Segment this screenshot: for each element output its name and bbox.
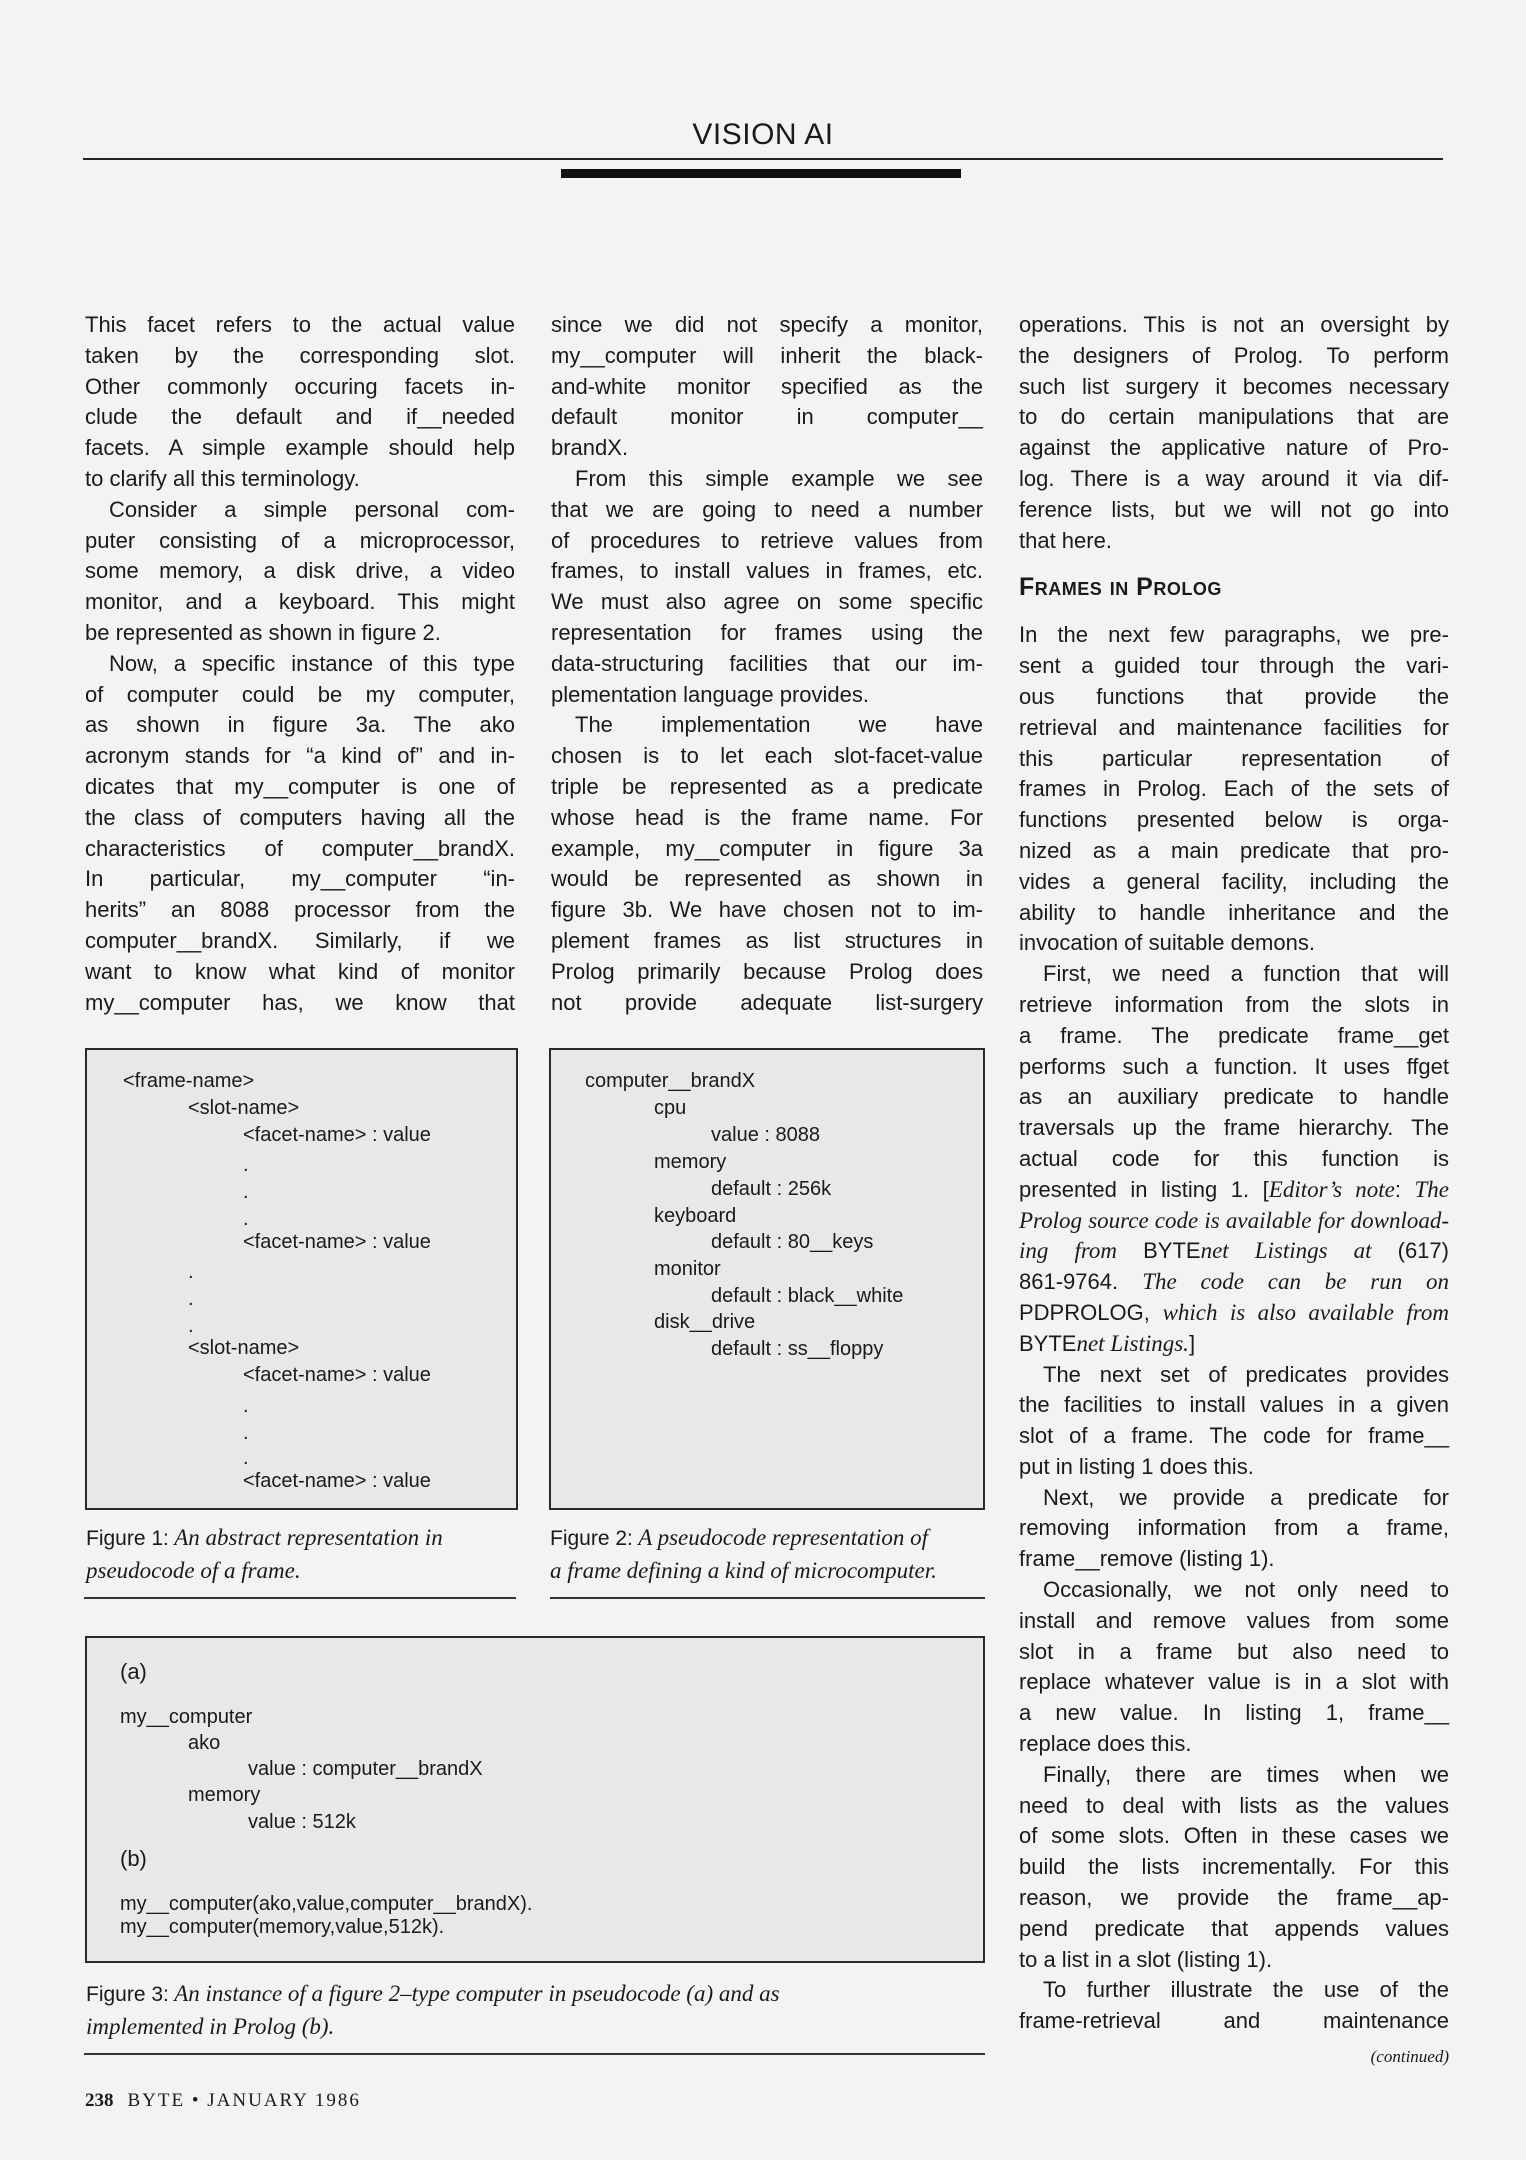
figure-line: . <box>243 1422 249 1444</box>
text-line: computer__brandX. Similarly, if we <box>85 927 515 953</box>
text-line: want to know what kind of monitor <box>85 958 515 984</box>
text-line: be represented as shown in figure 2. <box>85 619 441 645</box>
text-line: the facilities to install values in a given <box>1019 1392 1449 1418</box>
page-number: 238 <box>85 2090 114 2111</box>
text-line: as an auxiliary predicate to handle <box>1019 1084 1449 1110</box>
figure-line: default : ss__floppy <box>711 1338 884 1360</box>
paragraph <box>85 649 515 1019</box>
paragraph <box>85 495 515 649</box>
text: 861-9764. <box>1019 1269 1143 1295</box>
text-line: example, my__computer in figure 3a <box>551 835 983 861</box>
text-line: chosen is to let each slot-facet-value <box>551 743 983 769</box>
paragraph <box>1019 1483 1449 1575</box>
text-line: of procedures to retrieve values from <box>551 527 983 553</box>
paragraph <box>551 310 983 464</box>
paragraph <box>1019 1360 1449 1483</box>
text-line: such list surgery it becomes necessary <box>1019 373 1449 399</box>
paragraph <box>551 464 983 710</box>
text-line: representation for frames using the <box>551 619 983 645</box>
text-line: the designers of Prolog. To perform <box>1019 342 1449 368</box>
text-line: figure 3b. We have chosen not to im- <box>551 897 983 923</box>
figure-line: monitor <box>654 1258 721 1280</box>
text-line: frames in Prolog. Each of the sets of <box>1019 776 1449 802</box>
text-line: retrieval and maintenance facilities for <box>1019 714 1449 740</box>
figure-line: my__computer(ako,value,computer__brandX). <box>120 1893 533 1915</box>
text-line: whose head is the frame name. For <box>551 804 983 830</box>
text-line: slot of a frame. The code for frame__ <box>1019 1423 1449 1449</box>
text-line: Finally, there are times when we <box>1043 1761 1449 1787</box>
text-line: the class of computers having all the <box>85 804 515 830</box>
text-line: retrieve information from the slots in <box>1019 991 1449 1017</box>
text-line: default monitor in computer__ <box>551 404 983 430</box>
text-line: Consider a simple personal com- <box>109 496 515 522</box>
header-rule <box>83 158 1443 160</box>
text-line: not provide adequate list-surgery <box>551 989 983 1015</box>
paragraph <box>551 710 983 1018</box>
figure-line: <facet-name> : value <box>243 1231 431 1253</box>
paragraph <box>85 310 515 495</box>
text-line: a frame. The predicate frame__get <box>1019 1022 1449 1048</box>
text-line: The implementation we have <box>575 712 983 738</box>
text-line: removing information from a frame, <box>1019 1515 1449 1541</box>
figure-line: <slot-name> <box>188 1337 300 1359</box>
figure-line: <slot-name> <box>188 1097 300 1119</box>
figure-line: . <box>243 1154 249 1176</box>
figure-line: default : 256k <box>711 1178 832 1200</box>
text-line: puter consisting of a microprocessor, <box>85 527 515 553</box>
text-line: clude the default and if__needed <box>85 404 515 430</box>
figure-line: keyboard <box>654 1205 737 1227</box>
text-line: need to deal with lists as the values <box>1019 1792 1449 1818</box>
text-line: functions presented below is orga- <box>1019 807 1449 833</box>
text-line: triple be represented as a predicate <box>551 773 983 799</box>
article-column-1 <box>85 310 515 1018</box>
text: ] <box>1188 1330 1196 1356</box>
text-line <box>1019 1236 1449 1267</box>
figure-line: <facet-name> : value <box>243 1470 431 1492</box>
text-line: taken by the corresponding slot. <box>85 342 515 368</box>
caption-text: pseudocode of a frame. <box>86 1558 301 1583</box>
figure-line: my__computer <box>120 1706 253 1728</box>
figure-3-box <box>85 1636 985 1963</box>
text-line: sent a guided tour through the vari- <box>1019 653 1449 679</box>
text-line <box>1019 1206 1449 1237</box>
paragraph <box>1019 1760 1449 1976</box>
text-line: a new value. In listing 1, frame__ <box>1019 1700 1449 1726</box>
figure-line: . <box>188 1315 194 1337</box>
section-title: VISION AI <box>692 118 834 151</box>
text-line: put in listing 1 does this. <box>1019 1453 1254 1479</box>
text: BYTE <box>1019 1330 1077 1356</box>
text-line: to clarify all this terminology. <box>85 465 360 491</box>
figure-line: <facet-name> : value <box>243 1124 431 1146</box>
figure-3-caption <box>86 1978 966 2043</box>
text-line: some memory, a disk drive, a video <box>85 558 515 584</box>
text-line: this particular representation of <box>1019 745 1449 771</box>
caption-label: Figure 3: <box>86 1983 169 2006</box>
text-line: Next, we provide a predicate for <box>1043 1484 1449 1510</box>
text-line: herits” an 8088 processor from the <box>85 897 515 923</box>
text-line: against the applicative nature of Pro- <box>1019 435 1449 461</box>
text-line: ference lists, but we will not go into <box>1019 496 1449 522</box>
figure-1-caption <box>86 1522 518 1587</box>
text-line: In the next few paragraphs, we pre- <box>1019 622 1449 648</box>
text: BYTE <box>1143 1238 1201 1264</box>
text-line: replace whatever value is in a slot with <box>1019 1669 1449 1695</box>
part-a-label: (a) <box>120 1659 147 1684</box>
figure-line: default : 80__keys <box>711 1231 874 1253</box>
header-bar <box>561 169 961 178</box>
italic-text: which is also available from <box>1162 1299 1449 1325</box>
text-line: Other commonly occuring facets in- <box>85 373 515 399</box>
text-line: of some slots. Often in these cases we <box>1019 1823 1449 1849</box>
text-line: my__computer has, we know that <box>85 989 515 1015</box>
figure-2-box <box>549 1048 985 1510</box>
text-line: Now, a specific instance of this type <box>109 650 515 676</box>
figure-line: memory <box>188 1784 261 1806</box>
text-line: In particular, my__computer “in- <box>85 866 515 892</box>
article-column-3 <box>1019 310 1449 2067</box>
text-line: operations. This is not an oversight by <box>1019 312 1449 337</box>
figure-line: value : 512k <box>248 1811 356 1833</box>
caption-text: a frame defining a kind of microcomputer. <box>550 1558 937 1583</box>
figure-line: . <box>188 1261 194 1283</box>
caption-text: An abstract representation in <box>174 1525 443 1550</box>
text-line <box>1019 1298 1449 1329</box>
text-line: since we did not specify a monitor, <box>551 312 983 337</box>
italic-text: net <box>1200 1238 1229 1264</box>
text-line: reason, we provide the frame__ap- <box>1019 1885 1449 1911</box>
figure-line: <facet-name> : value <box>243 1364 431 1386</box>
text-line: to do certain manipulations that are <box>1019 404 1449 430</box>
figure-line: value : 8088 <box>711 1124 820 1146</box>
part-b-label: (b) <box>120 1846 147 1871</box>
italic-text: Prolog source code is available for download- <box>1019 1207 1449 1233</box>
text-line <box>1019 1267 1449 1298</box>
text-line: actual code for this function is <box>1019 1145 1449 1171</box>
text-line: that we are going to need a number <box>551 496 983 522</box>
caption-text: A pseudocode representation of <box>638 1525 929 1550</box>
text-line: as shown in figure 3a. The ako <box>85 712 515 738</box>
text-line: plement frames as list structures in <box>551 927 983 953</box>
continued-label: (continued) <box>1370 2047 1449 2067</box>
text-line: pend predicate that appends values <box>1019 1915 1449 1941</box>
text: presented in listing 1. [ <box>1019 1176 1269 1202</box>
page-footer <box>85 2090 361 2112</box>
text-line: data-structuring facilities that our im- <box>551 650 983 676</box>
text-line <box>1019 1329 1449 1360</box>
text: PDPROLOG, <box>1019 1299 1163 1325</box>
text-line: that here. <box>1019 527 1112 553</box>
figure-line: memory <box>654 1151 727 1173</box>
figure-2-rule <box>550 1597 985 1599</box>
text-line: First, we need a function that will <box>1043 961 1449 987</box>
figure-1-rule <box>84 1597 516 1599</box>
figure-line: value : computer__brandX <box>248 1758 483 1780</box>
text-line: performs such a function. It uses ffget <box>1019 1053 1449 1079</box>
text-line: ous functions that provide the <box>1019 683 1449 709</box>
figure-line: . <box>188 1288 194 1310</box>
italic-text: The <box>1414 1176 1449 1202</box>
figure-line: my__computer(memory,value,512k). <box>120 1916 445 1938</box>
text-line: my__computer will inherit the black- <box>551 342 983 368</box>
paragraph <box>1019 1975 1449 2037</box>
article-column-2 <box>551 310 983 1018</box>
text: (617) <box>1397 1238 1449 1264</box>
figure-3-rule <box>84 2053 985 2055</box>
paragraph <box>1019 1575 1449 1760</box>
text-line: To further illustrate the use of the <box>1043 1977 1449 2003</box>
text-line: log. There is a way around it via dif- <box>1019 465 1449 491</box>
text-line: build the lists incrementally. For this <box>1019 1854 1449 1880</box>
paragraph <box>1019 959 1449 1359</box>
figure-line: . <box>243 1395 249 1417</box>
text-line: From this simple example we see <box>575 465 983 491</box>
section-heading: Frames in Prolog <box>1019 573 1222 602</box>
italic-text: ing from <box>1019 1238 1144 1264</box>
figure-2-caption <box>550 1522 986 1587</box>
text-line: frame-retrieval and maintenance <box>1019 2008 1449 2034</box>
text-line: monitor, and a keyboard. This might <box>85 589 515 615</box>
text-line: Prolog primarily because Prolog does <box>551 958 983 984</box>
italic-text: Listings at <box>1228 1238 1398 1264</box>
text-line: install and remove values from some <box>1019 1607 1449 1633</box>
text: : <box>1394 1176 1415 1202</box>
text-line: Occasionally, we not only need to <box>1043 1577 1449 1603</box>
text-line: and-white monitor specified as the <box>551 373 983 399</box>
caption-text: implemented in Prolog (b). <box>86 2014 335 2039</box>
text-line: traversals up the frame hierarchy. The <box>1019 1115 1449 1141</box>
text-line: We must also agree on some specific <box>551 589 983 615</box>
text-line: This facet refers to the actual value <box>85 312 515 337</box>
text-line: frames, to install values in frames, etc. <box>551 558 983 584</box>
figure-1-box <box>85 1048 518 1510</box>
text-line: facets. A simple example should help <box>85 435 515 461</box>
text-line: frame__remove (listing 1). <box>1019 1546 1275 1572</box>
text-line: plementation language provides. <box>551 681 870 707</box>
text-line: dicates that my__computer is one of <box>85 773 515 799</box>
figure-line: . <box>243 1181 249 1203</box>
figure-line: . <box>243 1208 249 1230</box>
text-line: invocation of suitable demons. <box>1019 930 1315 956</box>
text-line: would be represented as shown in <box>551 866 983 892</box>
figure-line: ako <box>188 1732 221 1754</box>
italic-text: net Listings. <box>1076 1330 1189 1356</box>
caption-label: Figure 1: <box>86 1527 169 1550</box>
figure-line: cpu <box>654 1097 687 1119</box>
text-line: replace does this. <box>1019 1731 1192 1757</box>
figure-line: . <box>243 1447 249 1469</box>
figure-line: disk__drive <box>654 1311 756 1333</box>
text-line: characteristics of computer__brandX. <box>85 835 515 861</box>
italic-text: Editor’s note <box>1268 1176 1395 1202</box>
paragraph <box>1019 620 1449 959</box>
text-line: nized as a main predicate that pro- <box>1019 837 1449 863</box>
italic-text: The code can be run on <box>1142 1269 1449 1295</box>
caption-label: Figure 2: <box>550 1527 633 1550</box>
text-line <box>1019 1175 1449 1206</box>
text-line: brandX. <box>551 435 629 461</box>
text-line: The next set of predicates provides <box>1043 1361 1449 1387</box>
paragraph <box>1019 310 1449 556</box>
magazine-issue: BYTE • JANUARY 1986 <box>127 2090 361 2111</box>
figure-line: computer__brandX <box>585 1070 756 1092</box>
text-line: of computer could be my computer, <box>85 681 515 707</box>
text-line: ability to handle inheritance and the <box>1019 899 1449 925</box>
text-line: acronym stands for “a kind of” and in- <box>85 743 515 769</box>
text-line: slot in a frame but also need to <box>1019 1638 1449 1664</box>
caption-text: An instance of a figure 2–type computer in pseudocode (a) and as <box>174 1981 780 2006</box>
figure-line: <frame-name> <box>123 1070 255 1092</box>
text-line: to a list in a slot (listing 1). <box>1019 1946 1273 1972</box>
figure-line: default : black__white <box>711 1285 904 1307</box>
text-line: vides a general facility, including the <box>1019 868 1449 894</box>
